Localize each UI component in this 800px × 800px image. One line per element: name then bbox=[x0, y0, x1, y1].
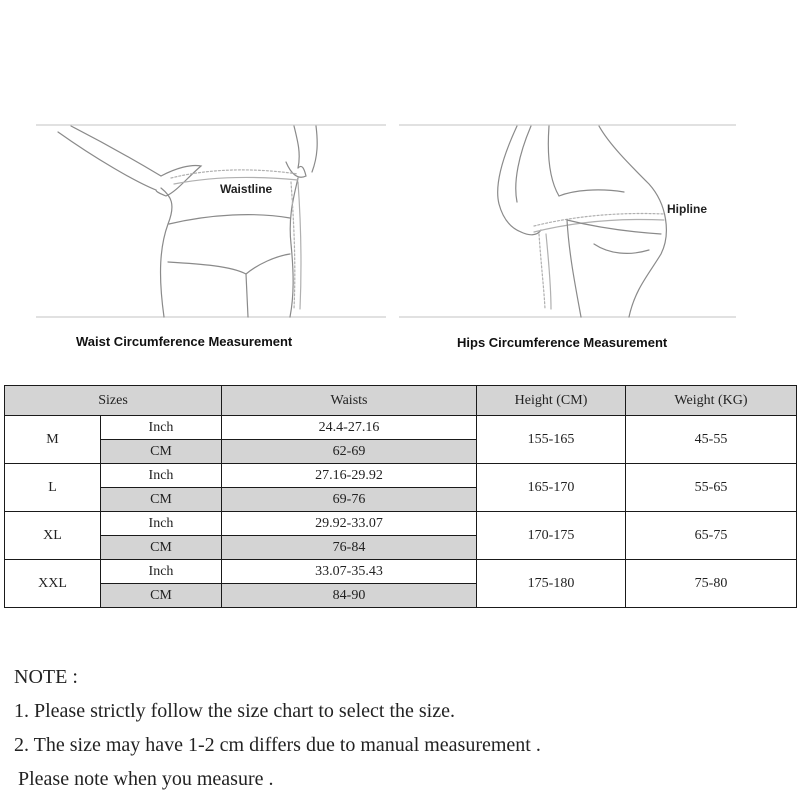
table-row bbox=[5, 560, 797, 584]
hips-caption: Hips Circumference Measurement bbox=[457, 335, 668, 350]
hipline-callout: Hipline bbox=[667, 202, 708, 216]
waist-cell: 69-76 bbox=[222, 488, 477, 512]
waist-cell: 24.4-27.16 bbox=[222, 416, 477, 440]
header-waists: Waists bbox=[222, 386, 477, 416]
waist-cell: 62-69 bbox=[222, 440, 477, 464]
unit-cell: Inch bbox=[101, 416, 222, 440]
height-cell: 155-165 bbox=[477, 416, 626, 464]
waist-cell: 76-84 bbox=[222, 536, 477, 560]
waist-cell: 84-90 bbox=[222, 584, 477, 608]
size-cell: XL bbox=[5, 512, 101, 560]
weight-cell: 65-75 bbox=[626, 512, 797, 560]
header-sizes: Sizes bbox=[5, 386, 222, 416]
table-row bbox=[5, 416, 797, 440]
waistline-callout: Waistline bbox=[220, 182, 273, 196]
waist-caption: Waist Circumference Measurement bbox=[76, 334, 293, 349]
unit-cell: CM bbox=[101, 536, 222, 560]
table-row bbox=[5, 512, 797, 536]
waist-cell: 33.07-35.43 bbox=[222, 560, 477, 584]
weight-cell: 75-80 bbox=[626, 560, 797, 608]
weight-cell: 45-55 bbox=[626, 416, 797, 464]
note-line-3: Please note when you measure . bbox=[18, 768, 274, 790]
header-height: Height (CM) bbox=[477, 386, 626, 416]
table-row bbox=[5, 464, 797, 488]
weight-cell: 55-65 bbox=[626, 464, 797, 512]
notes-section bbox=[14, 660, 541, 796]
header-weight: Weight (KG) bbox=[626, 386, 797, 416]
unit-cell: Inch bbox=[101, 512, 222, 536]
size-cell: L bbox=[5, 464, 101, 512]
note-line-1: 1. Please strictly follow the size chart to select the size. bbox=[14, 700, 455, 722]
notes-title: NOTE : bbox=[14, 666, 78, 688]
size-cell: XXL bbox=[5, 560, 101, 608]
hips-measurement-illustration bbox=[399, 124, 736, 318]
waist-measurement-illustration bbox=[36, 124, 386, 318]
unit-cell: CM bbox=[101, 440, 222, 464]
size-chart-table bbox=[4, 385, 797, 608]
table-header-row bbox=[5, 386, 797, 416]
height-cell: 165-170 bbox=[477, 464, 626, 512]
unit-cell: Inch bbox=[101, 560, 222, 584]
waist-cell: 29.92-33.07 bbox=[222, 512, 477, 536]
note-line-2: 2. The size may have 1-2 cm differs due to manual measurement . bbox=[14, 734, 541, 756]
unit-cell: CM bbox=[101, 584, 222, 608]
height-cell: 170-175 bbox=[477, 512, 626, 560]
height-cell: 175-180 bbox=[477, 560, 626, 608]
unit-cell: Inch bbox=[101, 464, 222, 488]
size-cell: M bbox=[5, 416, 101, 464]
unit-cell: CM bbox=[101, 488, 222, 512]
waist-cell: 27.16-29.92 bbox=[222, 464, 477, 488]
